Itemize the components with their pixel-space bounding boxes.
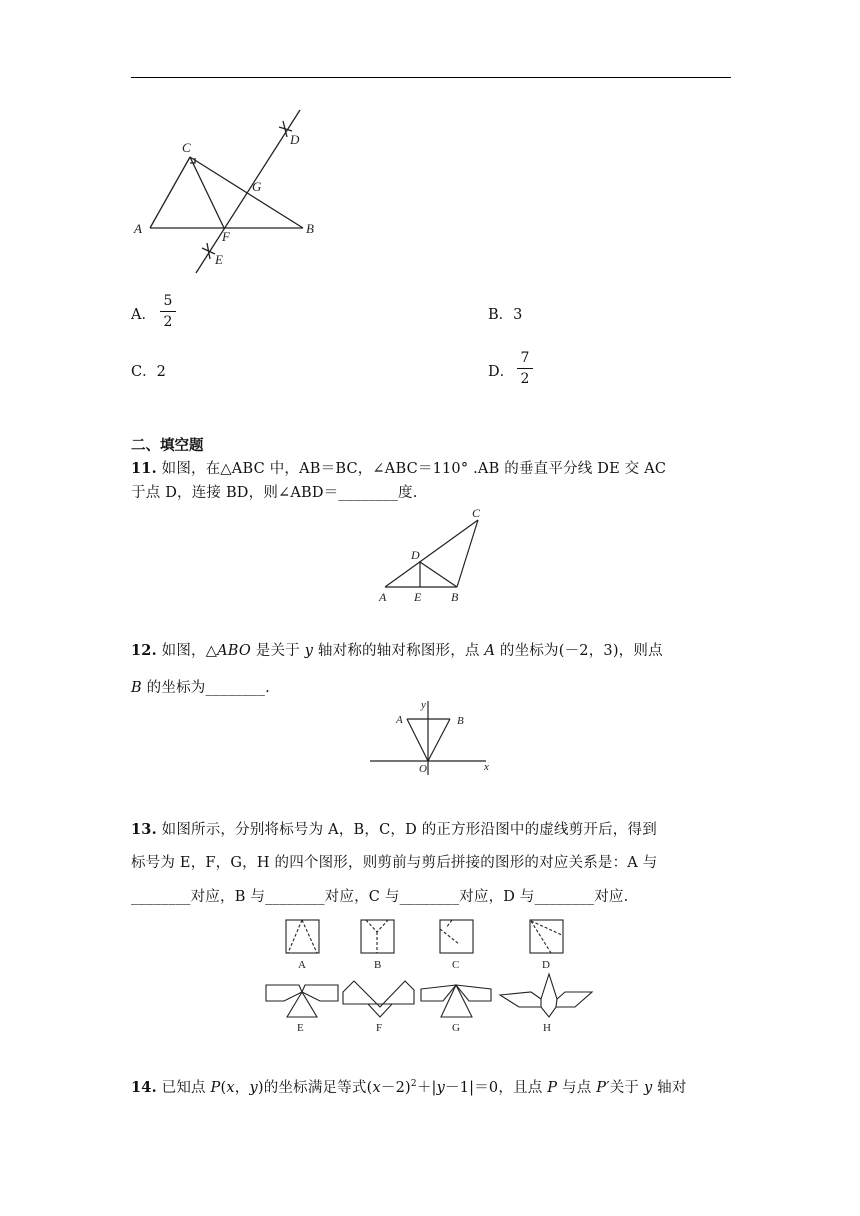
q12-label-a: A xyxy=(396,714,403,726)
q11-line-1 xyxy=(131,457,731,478)
q14-number: 14. xyxy=(131,1079,157,1096)
option-key: C． xyxy=(131,364,157,380)
q14-text: ， xyxy=(234,1080,250,1096)
q14-text: ＋| xyxy=(416,1080,437,1096)
q10-option-a-fraction xyxy=(160,292,176,331)
q14-text-y: y xyxy=(436,1080,446,1096)
q12-text-A: A xyxy=(484,643,496,659)
denominator: 2 xyxy=(163,314,173,330)
q11-label-d: D xyxy=(411,548,420,562)
q11-number: 11. xyxy=(131,460,157,477)
option-text: 2 xyxy=(156,364,166,380)
q10-label-g: G xyxy=(252,179,262,194)
q14-text: 与点 xyxy=(557,1080,597,1096)
q14-text: 关于 xyxy=(609,1080,644,1096)
q14-text-y: y xyxy=(249,1080,258,1096)
q13-text-2: 标号为 E，F，G，H 的四个图形，则剪前与剪后拼接的图形的对应关系是：A 与 xyxy=(131,855,658,871)
q10-option-a xyxy=(131,303,156,324)
q10-label-b: B xyxy=(306,221,314,236)
q10-label-c: C xyxy=(182,140,191,155)
q14-text: 已知点 xyxy=(156,1080,211,1096)
q13-label-d: D xyxy=(542,959,550,971)
q13-label-e: E xyxy=(297,1022,304,1034)
denominator: 2 xyxy=(520,371,530,387)
q13-text-1: 如图所示，分别将标号为 A，B，C，D 的正方形沿图中的虚线剪开后，得到 xyxy=(156,822,657,838)
q13-label-g: G xyxy=(452,1022,460,1034)
q10-option-c xyxy=(131,360,166,381)
q13-label-f: F xyxy=(376,1022,383,1034)
q14-text: ( xyxy=(220,1080,227,1096)
q14-text: )的坐标满足等式( xyxy=(257,1080,373,1096)
q14-text-x: x xyxy=(226,1080,235,1096)
q13-number: 13. xyxy=(131,821,157,838)
q10-option-d xyxy=(488,360,514,381)
q10-label-d: D xyxy=(290,132,300,147)
q13-label-h: H xyxy=(543,1022,551,1034)
numerator: 5 xyxy=(163,293,173,309)
q12-label-b: B xyxy=(457,715,464,727)
q14-line-1 xyxy=(131,1076,731,1097)
q12-text: 的坐标为________. xyxy=(141,680,270,696)
q12-line-2 xyxy=(131,676,731,697)
q11-figure xyxy=(370,500,500,610)
q12-label-x: x xyxy=(484,761,489,773)
q13-label-c: C xyxy=(452,959,460,971)
q12-figure xyxy=(365,697,495,777)
q12-text: 的坐标为(－2，3)，则点 xyxy=(495,643,663,659)
q12-label-y: y xyxy=(421,699,426,711)
q14-text-x: x xyxy=(372,1080,381,1096)
q12-text-y: y xyxy=(304,643,314,659)
q14-text: －1|＝0，且点 xyxy=(445,1080,548,1096)
q12-line-1 xyxy=(131,639,731,660)
q13-label-a: A xyxy=(298,959,306,971)
q14-text-y: y xyxy=(643,1080,653,1096)
numerator: 7 xyxy=(520,350,530,366)
q12-text: 如图，△ xyxy=(156,643,218,659)
q12-text-ABO: ABO xyxy=(217,643,251,659)
q13-line-1 xyxy=(131,818,731,839)
q11-label-a: A xyxy=(379,590,387,604)
option-key: D． xyxy=(488,364,515,380)
q10-label-f: F xyxy=(222,229,230,244)
q11-label-b: B xyxy=(451,590,459,604)
q13-line-3 xyxy=(131,885,731,906)
q10-label-a: A xyxy=(134,221,142,236)
q11-text-2: 于点 D，连接 BD，则∠ABD＝________度. xyxy=(131,485,418,501)
fraction-bar xyxy=(517,368,533,369)
q14-text-P: P xyxy=(210,1080,221,1096)
q12-text: 是关于 xyxy=(250,643,305,659)
fraction-bar xyxy=(160,311,176,312)
q13-text-3: ________对应，B 与________对应，C 与________对应，D 与________对应. xyxy=(131,889,629,905)
section-title: 二、填空题 xyxy=(131,438,204,454)
q10-option-b xyxy=(488,303,522,324)
q12-number: 12. xyxy=(131,642,157,659)
q14-exponent: 2 xyxy=(410,1079,417,1090)
q12-text-B: B xyxy=(131,680,142,696)
option-key: A． xyxy=(131,307,156,323)
option-text: 3 xyxy=(513,307,523,323)
header-rule xyxy=(131,77,731,78)
q12-text: 轴对称的轴对称图形，点 xyxy=(313,643,485,659)
q14-text-P-prime: P′ xyxy=(596,1080,610,1096)
q14-text-P: P xyxy=(547,1080,558,1096)
q11-label-c: C xyxy=(472,506,481,520)
q11-text-1: 如图，在△ABC 中，AB＝BC，∠ABC＝110° .AB 的垂直平分线 DE 交 AC xyxy=(156,461,667,477)
q14-text: 轴对 xyxy=(652,1080,687,1096)
q14-text: －2) xyxy=(380,1080,411,1096)
q10-figure xyxy=(128,100,328,280)
q11-label-e: E xyxy=(414,590,422,604)
q10-label-e: E xyxy=(215,252,223,267)
q10-option-d-fraction xyxy=(517,349,533,388)
q13-line-2 xyxy=(131,851,731,872)
q13-figure xyxy=(260,912,600,1038)
option-key: B． xyxy=(488,307,514,323)
q13-label-b: B xyxy=(374,959,382,971)
q12-label-o: O xyxy=(419,763,427,775)
q11-line-2 xyxy=(131,481,731,502)
